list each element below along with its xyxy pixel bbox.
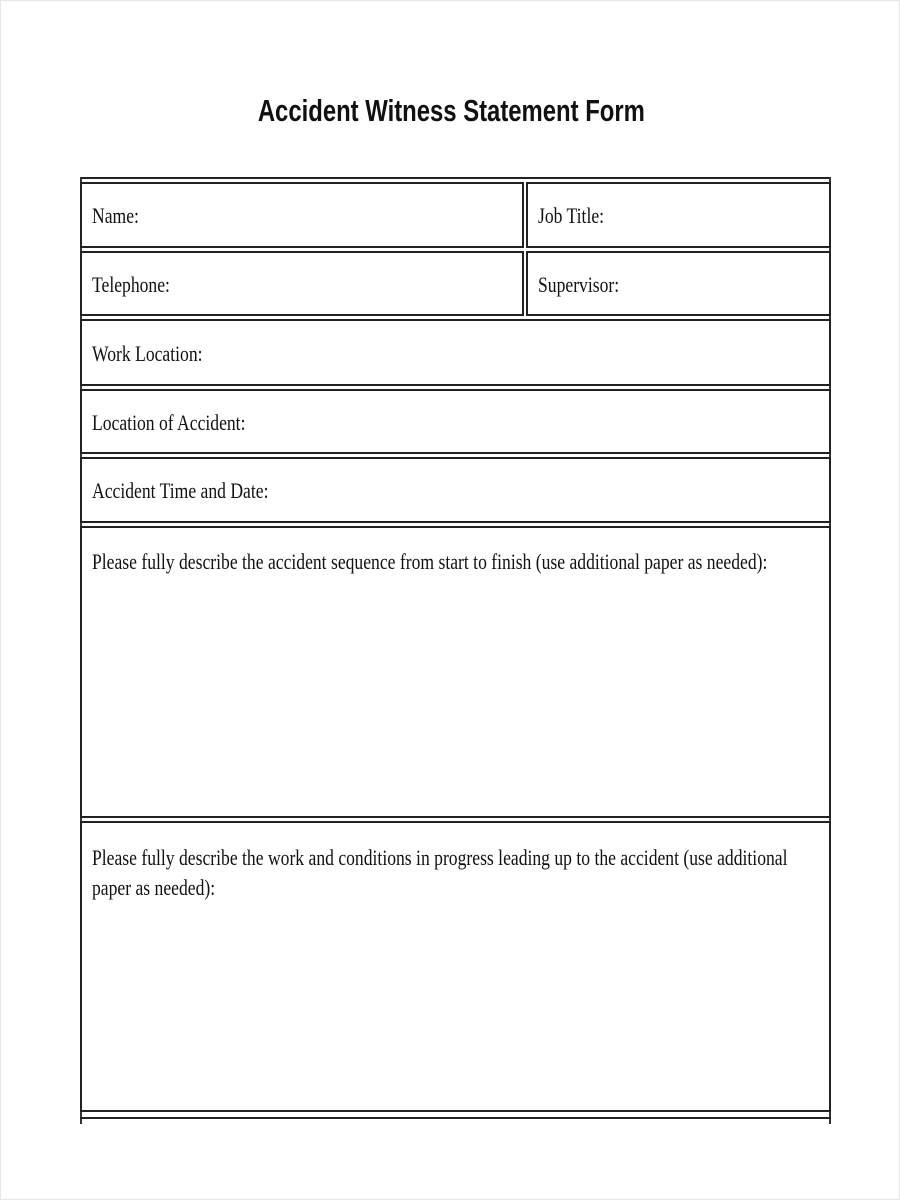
supervisor-field[interactable]	[526, 251, 831, 316]
job-title-field[interactable]	[526, 182, 831, 248]
accident-sequence-field[interactable]	[80, 526, 831, 818]
telephone-field[interactable]	[80, 251, 524, 316]
work-location-label: Work Location:	[92, 341, 203, 366]
form-title	[1, 93, 900, 129]
job-title-label: Job Title:	[538, 203, 605, 228]
work-location-field[interactable]	[80, 319, 831, 386]
accident-time-date-field[interactable]	[80, 457, 831, 523]
supervisor-label: Supervisor:	[538, 272, 620, 297]
form-title-text: Accident Witness Statement Form	[257, 93, 645, 128]
work-conditions-label: Please fully describe the work and conditions in progress leading up to the accident (use additional paper as needed):	[92, 845, 788, 900]
accident-sequence-label: Please fully describe the accident sequence from start to finish (use additional paper as needed):	[92, 549, 768, 574]
location-of-accident-label: Location of Accident:	[92, 410, 246, 435]
name-field[interactable]	[80, 182, 524, 248]
accident-time-date-label: Accident Time and Date:	[92, 478, 269, 503]
table-bottom-border	[80, 1117, 831, 1119]
telephone-label: Telephone:	[92, 272, 170, 297]
work-conditions-field[interactable]	[80, 821, 831, 1112]
location-of-accident-field[interactable]	[80, 389, 831, 454]
table-top-border	[80, 177, 831, 179]
name-label: Name:	[92, 203, 139, 228]
